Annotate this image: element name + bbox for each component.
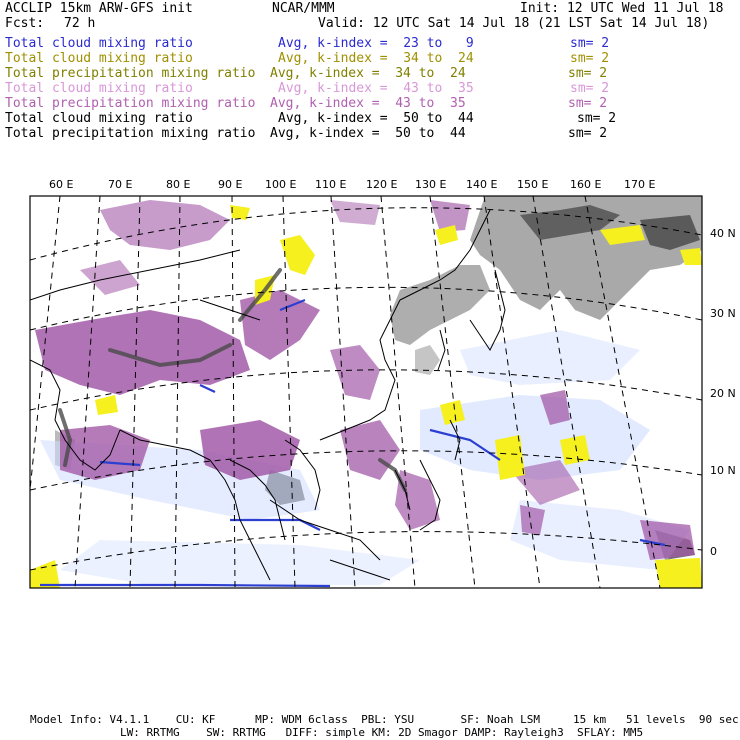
lon-label: 140 E — [466, 178, 498, 191]
lon-label: 90 E — [218, 178, 243, 191]
legend-sm: sm= 2 — [568, 96, 608, 111]
model-info-line2: LW: RRTMG SW: RRTMG DIFF: simple KM: 2D Smagor DAMP: Rayleigh3 SFLAY: MM5 — [120, 726, 644, 739]
legend-stat: Avg, k-index = 43 to 35 — [270, 96, 466, 111]
legend-name: Total precipitation mixing ratio — [5, 126, 256, 141]
lon-label: 110 E — [315, 178, 347, 191]
legend-name: Total cloud mixing ratio — [5, 111, 193, 126]
lat-label: 10 N — [710, 464, 736, 477]
lon-label: 70 E — [108, 178, 133, 191]
lon-label: 60 E — [49, 178, 74, 191]
legend-stat: Avg, k-index = 34 to 24 — [270, 66, 466, 81]
org-title: NCAR/MMM — [272, 1, 335, 16]
lon-label: 120 E — [366, 178, 398, 191]
legend-stat: Avg, k-index = 50 to 44 — [278, 111, 474, 126]
model-title: ACCLIP 15km ARW-GFS init — [5, 1, 193, 16]
lat-label: 0 — [710, 545, 717, 558]
legend-sm: sm= 2 — [568, 66, 608, 81]
legend-stat: Avg, k-index = 50 to 44 — [270, 126, 466, 141]
lon-label: 80 E — [166, 178, 191, 191]
legend-stat: Avg, k-index = 23 to 9 — [278, 36, 474, 51]
init-time: Init: 12 UTC Wed 11 Jul 18 — [520, 1, 724, 16]
fcst-label: Fcst: — [5, 16, 45, 31]
legend-name: Total cloud mixing ratio — [5, 36, 193, 51]
lon-label: 100 E — [265, 178, 297, 191]
lat-label: 20 N — [710, 387, 736, 400]
lon-label: 130 E — [415, 178, 447, 191]
legend-name: Total cloud mixing ratio — [5, 81, 193, 96]
legend-sm: sm= 2 — [570, 51, 610, 66]
legend-stat: Avg, k-index = 34 to 24 — [278, 51, 474, 66]
legend-name: Total cloud mixing ratio — [5, 51, 193, 66]
model-info-line1: Model Info: V4.1.1 CU: KF MP: WDM 6class PBL: YSU SF: Noah LSM 15 km 51 levels 90 sec — [30, 713, 739, 726]
legend-sm: sm= 2 — [570, 81, 610, 96]
legend-sm: sm= 2 — [568, 126, 608, 141]
fcst-value: 72 h — [64, 16, 96, 31]
lat-label: 30 N — [710, 307, 736, 320]
valid-time: Valid: 12 UTC Sat 14 Jul 18 (21 LST Sat 14 Jul 18) — [318, 16, 710, 31]
legend-name: Total precipitation mixing ratio — [5, 96, 256, 111]
legend-stat: Avg, k-index = 43 to 35 — [278, 81, 474, 96]
lon-label: 170 E — [624, 178, 656, 191]
legend-sm: sm= 2 — [570, 36, 610, 51]
legend-name: Total precipitation mixing ratio — [5, 66, 256, 81]
lat-label: 40 N — [710, 227, 736, 240]
legend-sm: sm= 2 — [577, 111, 617, 126]
lon-label: 150 E — [517, 178, 549, 191]
lon-label: 160 E — [570, 178, 602, 191]
